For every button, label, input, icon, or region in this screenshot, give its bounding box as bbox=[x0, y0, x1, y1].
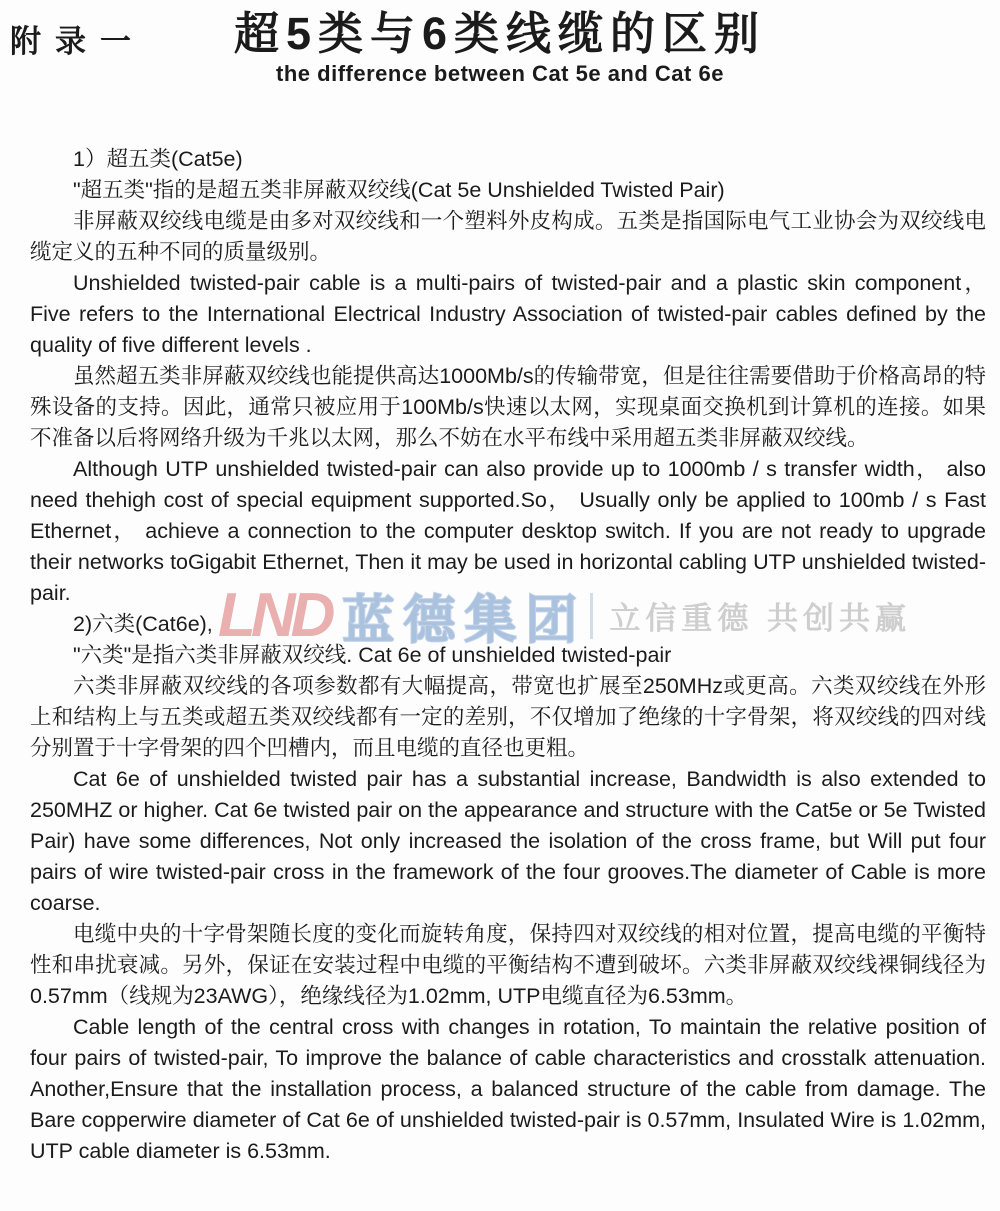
paragraph-utp-intro-en: Unshielded twisted-pair cable is a multi-pairs of twisted-pair and a plastic skin component， Five refers to the International Electrical Industry Association of twisted-pair cables defined by the quality of five different levels . bbox=[30, 271, 986, 357]
paragraph-cat5e-definition: "超五类"指的是超五类非屏蔽双绞线(Cat 5e Unshielded Twisted Pair) bbox=[73, 178, 725, 202]
paragraph-cross-frame-zh: 电缆中央的十字骨架随长度的变化而旋转角度，保持四对双绞线的相对位置，提高电缆的平衡特性和串扰衰减。另外，保证在安装过程中电缆的平衡结构不遭到破坏。六类非屏蔽双绞线裸铜线径为0.57mm（线规为23AWG），绝缘线径为1.02mm, UTP电缆直径为6.53mm。 bbox=[30, 922, 986, 1008]
paragraph-cat6e-params-en: Cat 6e of unshielded twisted pair has a substantial increase, Bandwidth is also extended to 250MHZ or higher. Cat 6e twisted pair on the appearance and structure with the Cat5e or 5e Twisted Pair) have some differences, Not only increased the isolation of the cross frame, but Will put four pairs of wire twisted-pair cross in the framework of the four grooves.The diameter of Cable is more coarse. bbox=[30, 767, 986, 915]
watermark-company-name: 蓝德集团 bbox=[342, 592, 587, 650]
page-title: 超5类与6类线缆的区别 bbox=[233, 8, 767, 59]
watermark-lnd-logo: LND bbox=[218, 581, 331, 650]
paragraph-cat5e-heading: 1）超五类(Cat5e) bbox=[73, 147, 243, 171]
paragraph-cat6e-definition: "六类"是指六类非屏蔽双绞线. Cat 6e of unshielded twisted-pair bbox=[73, 643, 672, 667]
body-text bbox=[30, 144, 986, 1167]
paragraph-cross-frame-en: Cable length of the central cross with changes in rotation, To maintain the relative position of four pairs of twisted-pair, To improve the balance of cable characteristics and crosstalk attenuation. Another,Ensure that the installation process, a balanced structure of the cable from damage. The Bare copperwire diameter of Cat 6e of unshielded twisted-pair is 0.57mm, Insulated Wire is 1.02mm, UTP cable diameter is 6.53mm. bbox=[30, 1015, 986, 1163]
paragraph-utp-intro-zh: 非屏蔽双绞线电缆是由多对双绞线和一个塑料外皮构成。五类是指国际电气工业协会为双绞线电缆定义的五种不同的质量级别。 bbox=[30, 209, 986, 264]
paragraph-cat6e-params-zh: 六类非屏蔽双绞线的各项参数都有大幅提高，带宽也扩展至250MHz或更高。六类双绞线在外形上和结构上与五类或超五类双绞线都有一定的差别，不仅增加了绝缘的十字骨架，将双绞线的四对线分别置于十字骨架的四个凹槽内，而且电缆的直径也更粗。 bbox=[30, 674, 986, 760]
paragraph-cat5e-bandwidth-zh: 虽然超五类非屏蔽双绞线也能提供高达1000Mb/s的传输带宽，但是往往需要借助于价格高昂的特殊设备的支持。因此，通常只被应用于100Mb/s快速以太网，实现桌面交换机到计算机的连接。如果不准备以后将网络升级为千兆以太网，那么不妨在水平布线中采用超五类非屏蔽双绞线。 bbox=[30, 364, 986, 450]
watermark-slogan: 立信重德 共创共赢 bbox=[609, 601, 912, 636]
page-subtitle: the difference between Cat 5e and Cat 6e bbox=[276, 61, 724, 86]
title-block bbox=[0, 0, 1000, 87]
paragraph-cat5e-bandwidth-en: Although UTP unshielded twisted-pair can also provide up to 1000mb / s transfer width， also need thehigh cost of special equipment supported.So， Usually only be applied to 100mb / s Fast Ethernet， achieve a connection to the computer desktop switch. If you are not ready to upgrade their networks toGigabit Ethernet, Then it may be used in horizontal cabling UTP unshielded twisted-pair. bbox=[30, 457, 986, 605]
appendix-label: 附录一 bbox=[10, 24, 145, 59]
paragraph-cat6e-heading: 2)六类(Cat6e), bbox=[73, 612, 213, 636]
